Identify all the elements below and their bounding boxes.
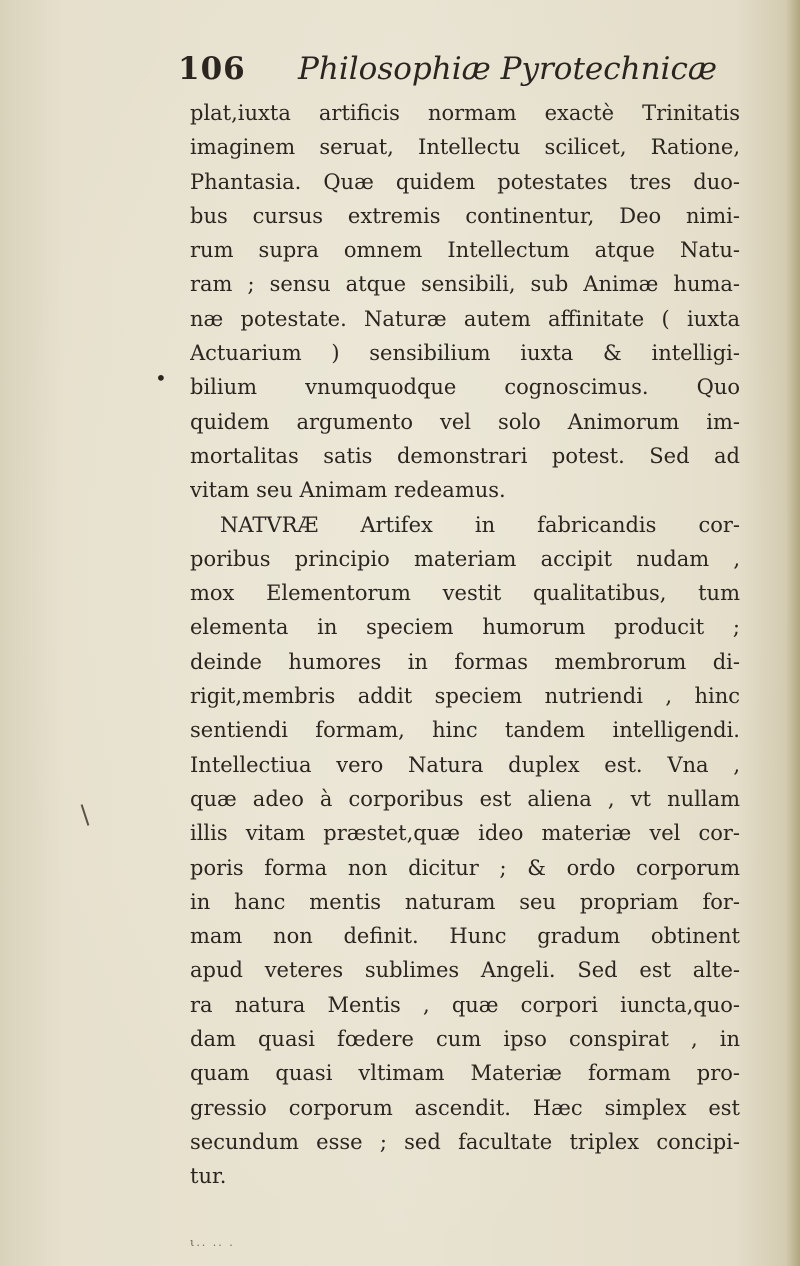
text-line: mortalitas satis demonstrari potest. Sed ad — [190, 443, 740, 468]
text-line: gressio corporum ascendit. Hæc simplex est — [190, 1095, 740, 1120]
catchword-stub: ι.. .. . — [190, 1236, 235, 1249]
text-line: Phantasia. Quæ quidem potestates tres duo- — [190, 169, 740, 194]
text-line: vitam seu Animam redeamus. — [190, 478, 506, 503]
margin-ink-mark — [81, 804, 90, 826]
text-line: elementa in speciem humorum producit ; — [190, 615, 740, 640]
text-line: poris forma non dicitur ; & ordo corporum — [190, 855, 740, 880]
margin-bullet-mark: • — [155, 366, 167, 390]
text-line: tur. — [190, 1164, 227, 1189]
text-line: illis vitam præstet,quæ ideo materiæ vel cor- — [190, 821, 740, 846]
text-line: in hanc mentis naturam seu propriam for- — [190, 889, 740, 914]
text-line: poribus principio materiam accipit nudam , — [190, 546, 740, 571]
text-line: bus cursus extremis continentur, Deo nimi- — [190, 203, 740, 228]
text-line: plat,iuxta artificis normam exactè Trinitatis — [190, 101, 740, 125]
paragraph-start-line: NATVRÆ Artifex in fabricandis cor- — [220, 512, 740, 537]
text-line: quæ adeo à corporibus est aliena , vt nullam — [190, 786, 740, 811]
text-line: sentiendi formam, hinc tandem intelligendi. — [190, 718, 740, 743]
text-line: quidem argumento vel solo Animorum im- — [190, 409, 740, 434]
text-line: mam non definit. Hunc gradum obtinent — [190, 924, 740, 949]
text-line: rum supra omnem Intellectum atque Natu- — [190, 238, 740, 263]
text-line: mox Elementorum vestit qualitatibus, tum — [190, 581, 740, 606]
text-line: ra natura Mentis , quæ corpori iuncta,quo- — [190, 992, 740, 1017]
page-number: 106 — [178, 51, 246, 87]
text-line: quam quasi vltimam Materiæ formam pro- — [190, 1061, 740, 1086]
text-line: rigit,membris addit speciem nutriendi , hinc — [190, 684, 740, 709]
text-line: dam quasi fœdere cum ipso conspirat , in — [190, 1027, 740, 1052]
page-header — [178, 44, 738, 94]
text-line: ram ; sensu atque sensibili, sub Animæ huma- — [190, 272, 740, 297]
body-text — [190, 96, 740, 1194]
text-line: Actuarium ) sensibilium iuxta & intelligi- — [190, 341, 740, 366]
text-line: secundum esse ; sed facultate triplex concipi- — [190, 1129, 740, 1154]
text-line: Intellectiua vero Natura duplex est. Vna , — [190, 752, 740, 777]
text-line: imaginem seruat, Intellectu scilicet, Ratione, — [190, 135, 740, 160]
text-line: bilium vnumquodque cognoscimus. Quo — [190, 375, 740, 400]
page-edge-shadow — [786, 0, 800, 1266]
text-line: apud veteres sublimes Angeli. Sed est alte- — [190, 958, 740, 983]
text-line: næ potestate. Naturæ autem affinitate ( iuxta — [190, 306, 740, 331]
running-title: Philosophiæ Pyrotechnicæ — [298, 51, 717, 87]
text-line: deinde humores in formas membrorum di- — [190, 649, 740, 674]
